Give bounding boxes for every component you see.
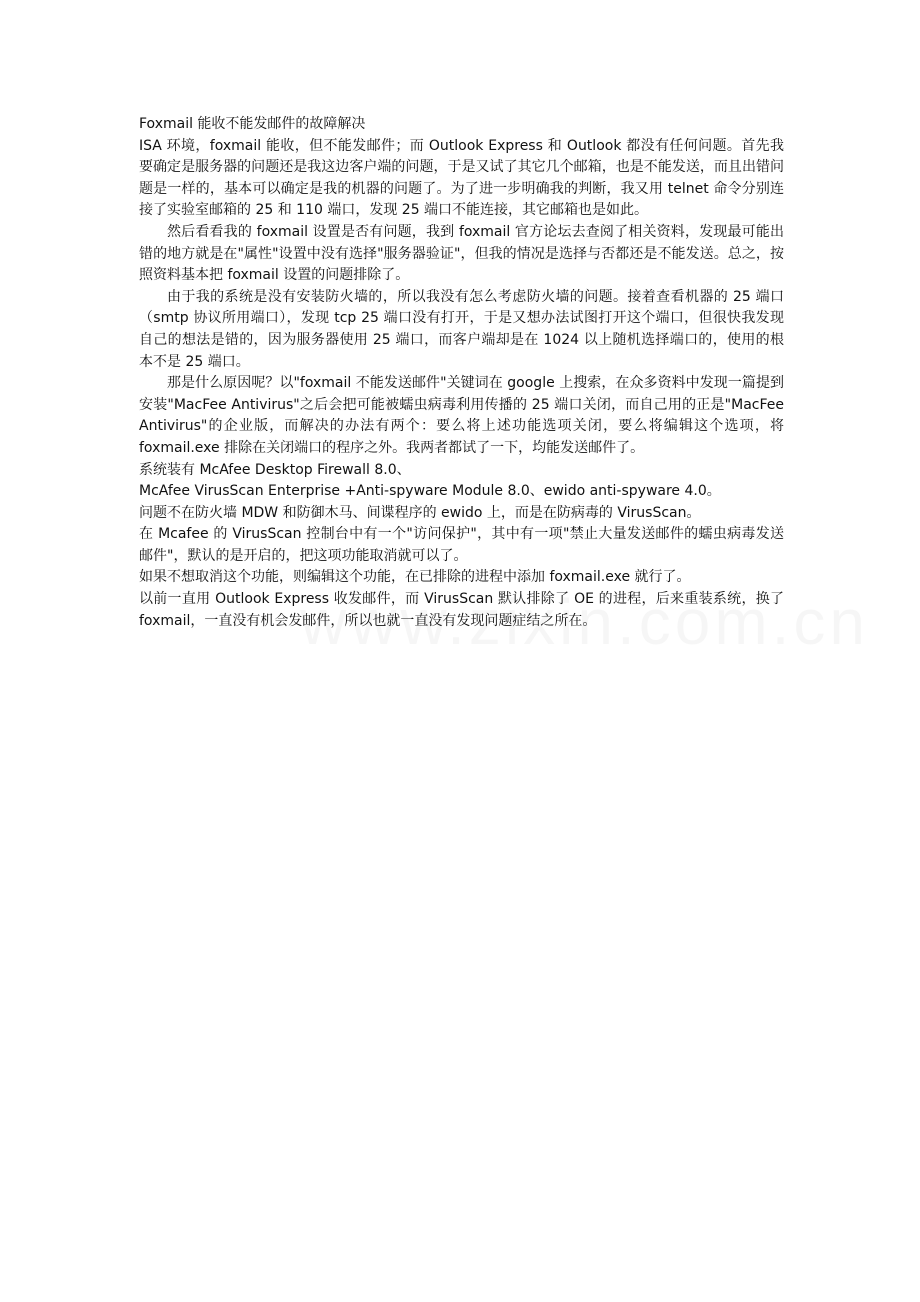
paragraph-problem-source: 问题不在防火墙 MDW 和防御木马、间谍程序的 ewido 上，而是在防病毒的 VirusScan。 (139, 504, 701, 521)
paragraph-exclude-process: 如果不想取消这个功能，则编辑这个功能，在已排除的进程中添加 foxmail.exe 就行了。 (139, 569, 691, 586)
paragraph-foxmail-settings: 然后看看我的 foxmail 设置是否有问题，我到 foxmail 官方论坛去查阅了相关资料，发现最可能出错的地方就是在"属性"设置中没有选择"服务器验证"，但我的情况是选择与否都还是不能发送。总之，按照资料基本把 foxmail 设置的问题排除了。 (139, 223, 784, 284)
paragraph-google-search: 那是什么原因呢？以"foxmail 不能发送邮件"关键词在 google 上搜索，在众多资料中发现一篇提到安装"MacFee Antivirus"之后会把可能被蠕虫病毒利用传播的 25 端口关闭，而自己用的正是"MacFee Antivirus"的企业版，而解决的办法有两个：要么将上述功能选项关闭，要么将编辑这个选项，将 foxmail.exe 排除在关闭端口的程序之外。我两者都试了一下，均能发送邮件了。 (139, 375, 784, 456)
document-title: Foxmail 能收不能发邮件的故障解决 (139, 116, 366, 132)
paragraph-isa-environment: ISA 环境，foxmail 能收，但不能发邮件；而 Outlook Express 和 Outlook 都没有任何问题。首先我要确定是服务器的问题还是我这边客户端的问题，于是又试了其它几个邮箱，也是不能发送，而且出错问题是一样的，基本可以确定是我的机器的问题了。为了进一步明确我的判断，我又用 telnet 命令分别连接了实验室邮箱的 25 和 110 端口，发现 25 端口不能连接，其它邮箱也是如此。 (139, 137, 784, 219)
document-body (139, 114, 784, 632)
paragraph-installed-software: McAfee VirusScan Enterprise +Anti-spyware Module 8.0、ewido anti-spyware 4.0。 (139, 483, 721, 500)
paragraph-installed-firewall: 系统装有 McAfee Desktop Firewall 8.0、 (139, 461, 411, 478)
paragraph-firewall-port: 由于我的系统是没有安装防火墙的，所以我没有怎么考虑防火墙的问题。接着查看机器的 25 端口（smtp 协议所用端口），发现 tcp 25 端口没有打开，于是又想办法试图打开这个端口，但很快我发现自己的想法是错的，因为服务器使用 25 端口，而客户端却是在 1024 以上随机选择端口的，使用的根本不是 25 端口。 (139, 288, 784, 370)
paragraph-access-protection: 在 Mcafee 的 VirusScan 控制台中有一个"访问保护"，其中有一项"禁止大量发送邮件的蠕虫病毒发送邮件"，默认的是开启的，把这项功能取消就可以了。 (139, 526, 784, 564)
paragraph-background: 以前一直用 Outlook Express 收发邮件，而 VirusScan 默认排除了 OE 的进程，后来重装系统，换了 foxmail，一直没有机会发邮件，所以也就一直没有发现问题症结之所在。 (139, 591, 784, 629)
